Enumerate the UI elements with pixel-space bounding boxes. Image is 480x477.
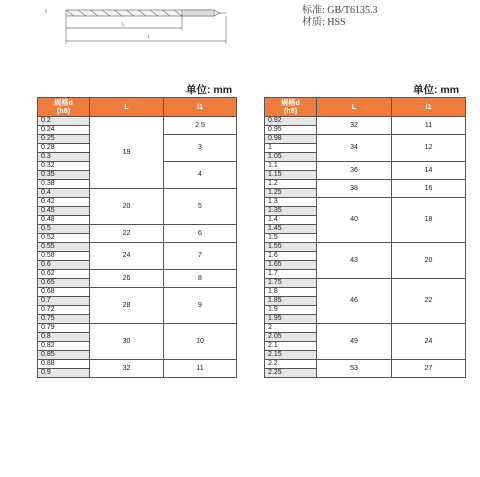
flute-length-cell: 9 (164, 288, 237, 324)
length-cell: 28 (90, 288, 164, 324)
diameter-cell: 1.75 (265, 279, 317, 288)
flute-length-cell: 16 (392, 180, 466, 198)
flute-length-cell: 10 (164, 324, 237, 360)
length-cell: 30 (90, 324, 164, 360)
length-cell: 34 (317, 135, 392, 162)
length-cell: 38 (317, 180, 392, 198)
diameter-cell: 0.48 (38, 216, 90, 225)
length-cell: 46 (317, 279, 392, 324)
flute-length-cell: 11 (392, 117, 466, 135)
diameter-cell: 1.15 (265, 171, 317, 180)
diameter-cell: 1.2 (265, 180, 317, 189)
header-diameter (265, 98, 317, 117)
header-tolerance-label: (h8) (56, 106, 71, 115)
diameter-cell: 1.4 (265, 216, 317, 225)
diameter-cell: 0.5 (38, 225, 90, 234)
drill-bit-drawing (44, 4, 244, 46)
flute-length-cell: 12 (392, 135, 466, 162)
flute-length-cell: 4 (164, 162, 237, 189)
diameter-cell: 1.9 (265, 306, 317, 315)
diameter-cell: 1.35 (265, 207, 317, 216)
diameter-cell: 0.62 (38, 270, 90, 279)
diameter-cell: 1.8 (265, 288, 317, 297)
length-cell: 24 (90, 243, 164, 270)
header-length: L (90, 98, 164, 117)
table-row (265, 243, 466, 252)
diameter-cell: 0.68 (38, 288, 90, 297)
diameter-cell: 2.2 (265, 360, 317, 369)
flute-length-cell: 24 (392, 324, 466, 360)
diameter-cell: 0.25 (38, 135, 90, 144)
length-cell: 20 (90, 189, 164, 225)
diameter-cell: 2.15 (265, 351, 317, 360)
length-cell: 49 (317, 324, 392, 360)
flute-length-cell: 27 (392, 360, 466, 378)
diameter-cell: 1.7 (265, 270, 317, 279)
spec-table-left (37, 97, 237, 378)
diameter-cell: 1.65 (265, 261, 317, 270)
header-diameter-label: 规格d (281, 98, 300, 107)
diameter-cell: 1.25 (265, 189, 317, 198)
flute-length-cell: 14 (392, 162, 466, 180)
dim-l1-label: l₁ (122, 22, 125, 28)
material-line: 材质: HSS (302, 17, 346, 28)
diameter-cell: 0.38 (38, 180, 90, 189)
table-row (265, 198, 466, 207)
header-flute-length: l1 (392, 98, 466, 117)
diameter-cell: 0.85 (38, 351, 90, 360)
diameter-cell: 0.58 (38, 252, 90, 261)
diameter-cell: 0.88 (38, 360, 90, 369)
diameter-cell: 0.92 (265, 117, 317, 126)
table-row (265, 162, 466, 171)
diameter-cell: 0.45 (38, 207, 90, 216)
flute-length-cell: 11 (164, 360, 237, 378)
header-diameter-label: 规格d (54, 98, 73, 107)
header-flute-length: l1 (164, 98, 237, 117)
flute-length-cell: 22 (392, 279, 466, 324)
table-row (265, 360, 466, 369)
diameter-cell: 0.2 (38, 117, 90, 126)
length-cell: 32 (90, 360, 164, 378)
header-length: L (317, 98, 392, 117)
diameter-cell: 0.82 (38, 342, 90, 351)
diameter-cell: 0.3 (38, 153, 90, 162)
table-row (38, 225, 237, 234)
table-row (265, 324, 466, 333)
diameter-cell: 2.05 (265, 333, 317, 342)
flute-length-cell: 18 (392, 198, 466, 243)
diameter-cell: 0.9 (38, 369, 90, 378)
table-row (38, 243, 237, 252)
diameter-cell: 0.6 (38, 261, 90, 270)
table-row (38, 324, 237, 333)
diameter-cell: 0.28 (38, 144, 90, 153)
diameter-cell: 0.79 (38, 324, 90, 333)
diameter-cell: 2.25 (265, 369, 317, 378)
diameter-cell: 1.95 (265, 315, 317, 324)
diameter-cell: 1.1 (265, 162, 317, 171)
length-cell: 32 (317, 117, 392, 135)
spec-table-right (264, 97, 466, 378)
length-cell: 36 (317, 162, 392, 180)
table-row (265, 180, 466, 189)
header-tolerance-label: (h8) (283, 106, 298, 115)
table-row (265, 279, 466, 288)
length-cell: 26 (90, 270, 164, 288)
flute-length-cell: 2.5 (164, 117, 237, 135)
length-cell: 53 (317, 360, 392, 378)
table-row (265, 117, 466, 126)
diameter-cell: 0.42 (38, 198, 90, 207)
diameter-cell: 1.3 (265, 198, 317, 207)
diameter-cell: 0.35 (38, 171, 90, 180)
diameter-cell: 0.4 (38, 189, 90, 198)
diameter-cell: 2 (265, 324, 317, 333)
diameter-cell: 0.7 (38, 297, 90, 306)
header-diameter (38, 98, 90, 117)
flute-length-cell: 3 (164, 135, 237, 162)
diameter-cell: 1.85 (265, 297, 317, 306)
diameter-cell: 0.65 (38, 279, 90, 288)
diameter-cell: 0.24 (38, 126, 90, 135)
length-cell: 19 (90, 117, 164, 189)
diameter-cell: 1.5 (265, 234, 317, 243)
flute-length-cell: 8 (164, 270, 237, 288)
diameter-cell: 0.55 (38, 243, 90, 252)
unit-label-right: 单位: mm (413, 84, 460, 96)
table-row (38, 288, 237, 297)
table-row (38, 270, 237, 279)
flute-length-cell: 20 (392, 243, 466, 279)
diameter-cell: 0.98 (265, 135, 317, 144)
diameter-cell: 2.1 (265, 342, 317, 351)
standard-info (302, 5, 378, 29)
diameter-cell: 0.72 (38, 306, 90, 315)
length-cell: 43 (317, 243, 392, 279)
flute-length-cell: 5 (164, 189, 237, 225)
diameter-cell: 0.75 (38, 315, 90, 324)
standard-line: 标准: GB/T6135.3 (302, 5, 378, 16)
diameter-cell: 1.05 (265, 153, 317, 162)
diameter-cell: 1 (265, 144, 317, 153)
diameter-cell: 1.55 (265, 243, 317, 252)
table-row (265, 135, 466, 144)
diameter-cell: 1.6 (265, 252, 317, 261)
diameter-cell: 0.32 (38, 162, 90, 171)
dim-l-label: l (148, 35, 150, 41)
table-row (38, 360, 237, 369)
table-row (38, 117, 237, 126)
diameter-cell: 0.95 (265, 126, 317, 135)
diameter-cell: 1.45 (265, 225, 317, 234)
unit-label-left: 单位: mm (186, 84, 233, 96)
diameter-cell: 0.8 (38, 333, 90, 342)
flute-length-cell: 7 (164, 243, 237, 270)
length-cell: 22 (90, 225, 164, 243)
length-cell: 40 (317, 198, 392, 243)
flute-length-cell: 6 (164, 225, 237, 243)
diameter-cell: 0.52 (38, 234, 90, 243)
table-row (38, 189, 237, 198)
